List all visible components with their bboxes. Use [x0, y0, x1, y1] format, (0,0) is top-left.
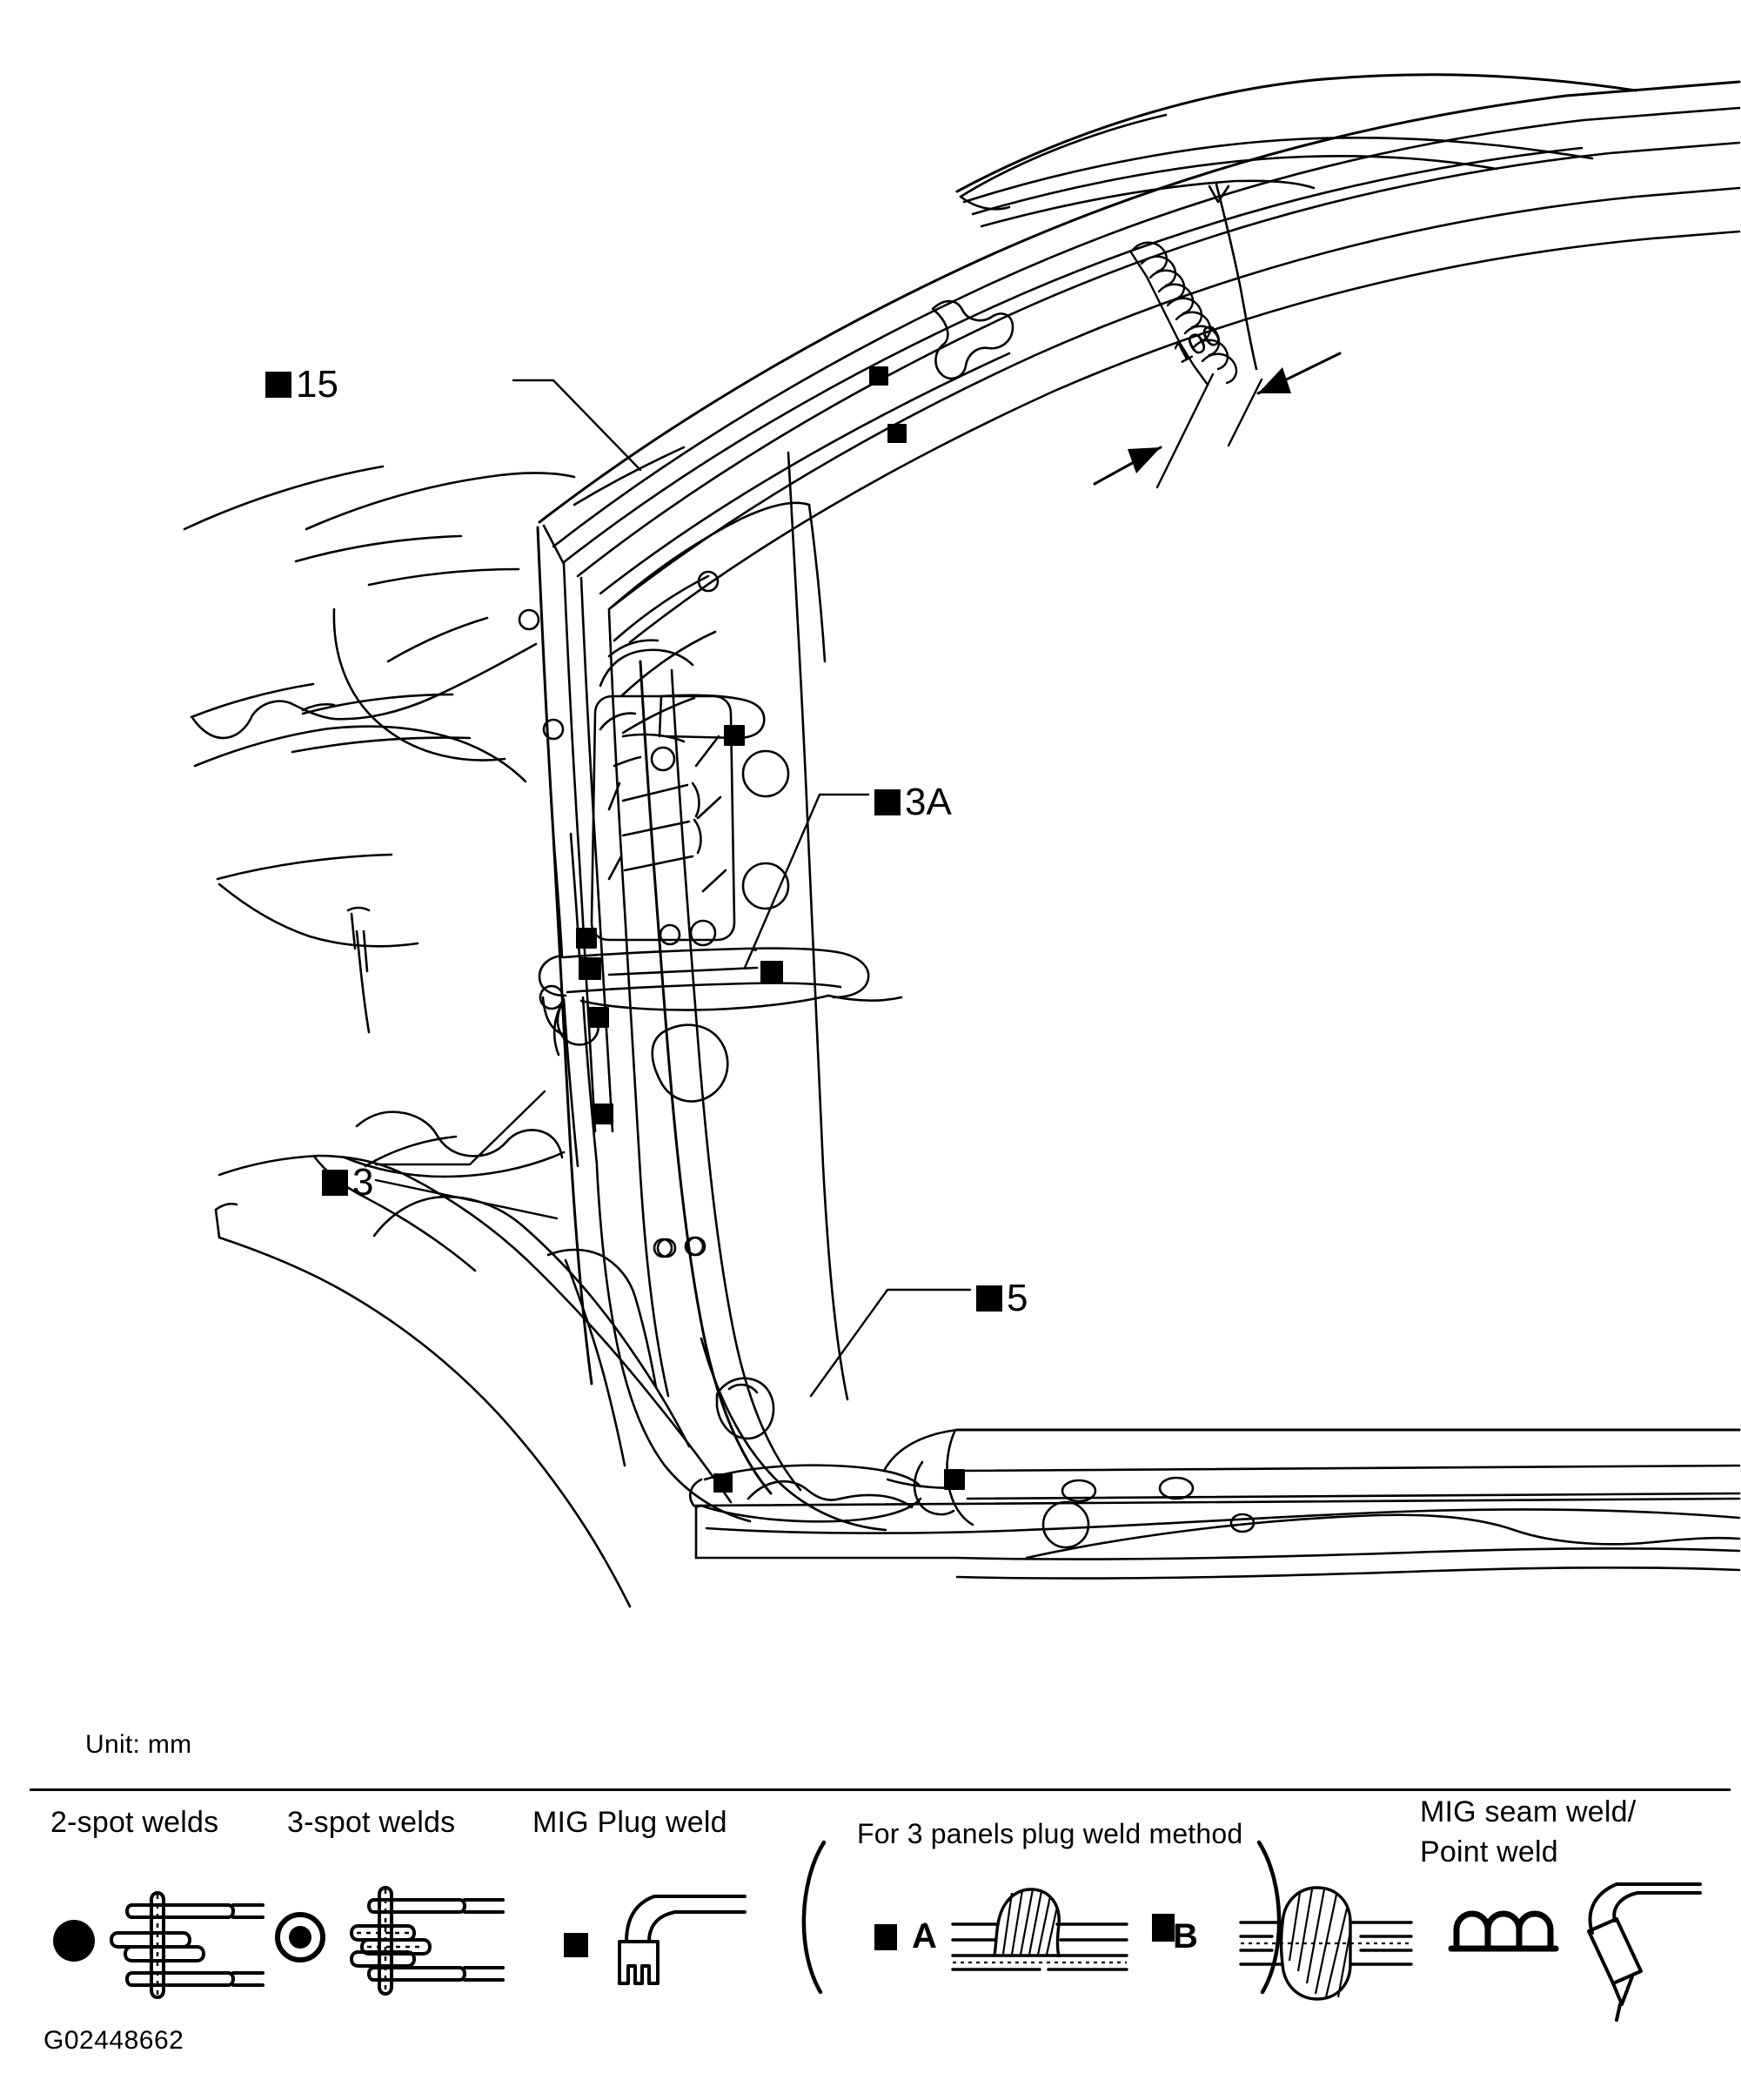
callout-3A [874, 783, 952, 822]
legend-label-point-weld: Point weld [1420, 1835, 1558, 1869]
dimension-100-label: 100 [1168, 318, 1227, 371]
callout-5 [976, 1279, 1028, 1318]
legend-option-a-label: A [912, 1917, 937, 1956]
legend-art-3-spot-welds [252, 1867, 531, 2019]
callout-3 [322, 1161, 374, 1204]
callout-3-marker [322, 1170, 348, 1196]
option-b-marker [1152, 1914, 1175, 1942]
weld-symbol-legend [0, 1788, 1741, 2050]
callout-15 [265, 363, 338, 406]
legend-label-mig-seam-weld: MIG seam weld/ [1420, 1795, 1637, 1828]
legend-option-b [1173, 1917, 1198, 1956]
bracket-open [804, 1842, 824, 1992]
callout-3A-marker [874, 789, 901, 815]
mig-torch-nozzle-icon [1589, 1884, 1700, 2020]
legend-label-3-spot-welds: 3-spot welds [287, 1806, 456, 1839]
callout-15-label: 15 [296, 363, 338, 406]
legend-option-b-label: B [1173, 1917, 1198, 1956]
legend-label-3-panel-method: For 3 panels plug weld method [857, 1818, 1243, 1849]
option-a-marker [874, 1924, 897, 1950]
ring-with-dot-icon [278, 1915, 323, 1960]
callout-5-label: 5 [1007, 1277, 1028, 1319]
callout-15-marker [265, 372, 291, 398]
callout-3A-label: 3A [905, 781, 952, 823]
filled-circle-icon [53, 1920, 95, 1962]
legend-label-mig-plug-weld: MIG Plug weld [532, 1806, 727, 1839]
legend-art-mig-plug-weld [539, 1865, 800, 2026]
callout-5-marker [976, 1285, 1002, 1312]
legend-label-2-spot-welds: 2-spot welds [50, 1806, 219, 1839]
legend-option-a [907, 1917, 937, 1956]
mig-torch-icon [619, 1896, 745, 1983]
figure-id: G02448662 [44, 2026, 184, 2055]
legend-art-mig-seam-weld [1418, 1872, 1714, 2033]
callout-3-label: 3 [352, 1161, 374, 1204]
unit-note: Unit: mm [85, 1730, 192, 1759]
weld-point-markers [576, 366, 965, 1493]
stitch-arches-icon [1451, 1914, 1556, 1949]
filled-square-icon [564, 1933, 588, 1957]
